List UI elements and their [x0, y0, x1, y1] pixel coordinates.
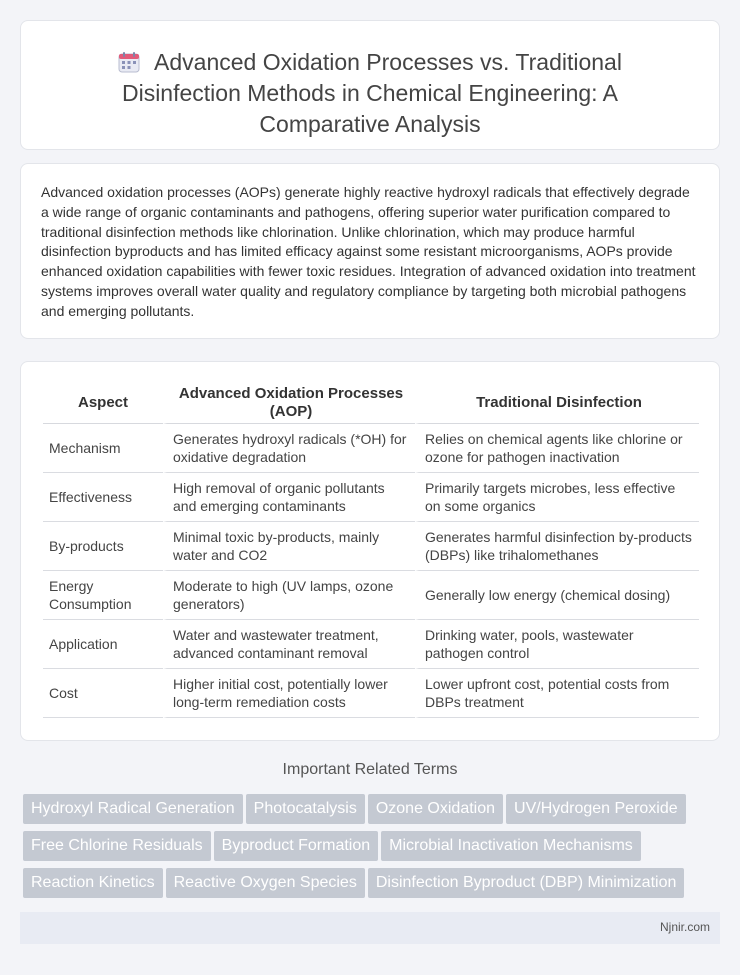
- cell-aspect: Energy Consumption: [43, 571, 163, 620]
- term-tag[interactable]: Ozone Oxidation: [368, 794, 503, 824]
- related-terms-heading: Important Related Terms: [282, 761, 458, 778]
- term-tag[interactable]: Disinfection Byproduct (DBP) Minimization: [368, 868, 685, 898]
- cell-traditional: Generally low energy (chemical dosing): [415, 571, 699, 620]
- table-row: [43, 473, 699, 522]
- intro-card: [20, 163, 720, 339]
- cell-traditional: Lower upfront cost, potential costs from DBPs treatment: [415, 669, 699, 718]
- footer: [20, 912, 720, 944]
- cell-aop: Water and wastewater treatment, advanced contaminant removal: [163, 620, 415, 669]
- table-row: [43, 522, 699, 571]
- comparison-table: [43, 382, 699, 718]
- table-row: [43, 571, 699, 620]
- cell-traditional: Primarily targets microbes, less effective on some organics: [415, 473, 699, 522]
- cell-aop: High removal of organic pollutants and emerging contaminants: [163, 473, 415, 522]
- title-card: [20, 20, 720, 150]
- table-row: [43, 620, 699, 669]
- header-traditional: Traditional Disinfection: [415, 382, 699, 424]
- term-tag[interactable]: Photocatalysis: [246, 794, 365, 824]
- cell-traditional: Drinking water, pools, wastewater pathogen control: [415, 620, 699, 669]
- comparison-table-card: [20, 361, 720, 741]
- table-row: [43, 669, 699, 718]
- term-tag[interactable]: Free Chlorine Residuals: [23, 831, 211, 861]
- intro-paragraph: Advanced oxidation processes (AOPs) generate highly reactive hydroxyl radicals that effectively degrade a wide range of organic contaminants and pathogens, offering superior water purification compared to traditional disinfection methods like chlorination. Unlike chlorination, which may produce harmful disinfection byproducts and has limited efficacy against some resistant microorganisms, AOPs provide enhanced oxidation capabilities with fewer toxic residues. Integration of advanced oxidation into treatment systems improves overall water quality and regulatory compliance by targeting both microbial pathogens and emerging pollutants.: [41, 184, 696, 319]
- cell-aspect: Application: [43, 620, 163, 669]
- cell-aspect: Mechanism: [43, 424, 163, 473]
- header-aspect: Aspect: [43, 382, 163, 424]
- term-tag[interactable]: UV/Hydrogen Peroxide: [506, 794, 686, 824]
- cell-aspect: Cost: [43, 669, 163, 718]
- calendar-icon: [118, 51, 140, 73]
- cell-traditional: Relies on chemical agents like chlorine or ozone for pathogen inactivation: [415, 424, 699, 473]
- cell-aop: Moderate to high (UV lamps, ozone generators): [163, 571, 415, 620]
- cell-aspect: By-products: [43, 522, 163, 571]
- term-tag[interactable]: Reaction Kinetics: [23, 868, 163, 898]
- related-terms-list: [23, 794, 723, 905]
- cell-aop: Minimal toxic by-products, mainly water and CO2: [163, 522, 415, 571]
- term-tag[interactable]: Byproduct Formation: [214, 831, 379, 861]
- term-tag[interactable]: Hydroxyl Radical Generation: [23, 794, 243, 824]
- table-row: [43, 424, 699, 473]
- table-header-row: [43, 382, 699, 424]
- cell-aspect: Effectiveness: [43, 473, 163, 522]
- term-tag[interactable]: Reactive Oxygen Species: [166, 868, 365, 898]
- cell-aop: Generates hydroxyl radicals (*OH) for oxidative degradation: [163, 424, 415, 473]
- footer-site-link[interactable]: Njnir.com: [659, 920, 710, 934]
- term-tag[interactable]: Microbial Inactivation Mechanisms: [381, 831, 641, 861]
- header-aop: Advanced Oxidation Processes (AOP): [163, 382, 415, 424]
- cell-aop: Higher initial cost, potentially lower long-term remediation costs: [163, 669, 415, 718]
- cell-traditional: Generates harmful disinfection by-products (DBPs) like trihalomethanes: [415, 522, 699, 571]
- page-title-text: Advanced Oxidation Processes vs. Traditional Disinfection Methods in Chemical Engineering: A Comparative Analysis: [121, 49, 622, 137]
- page-title: [81, 47, 659, 140]
